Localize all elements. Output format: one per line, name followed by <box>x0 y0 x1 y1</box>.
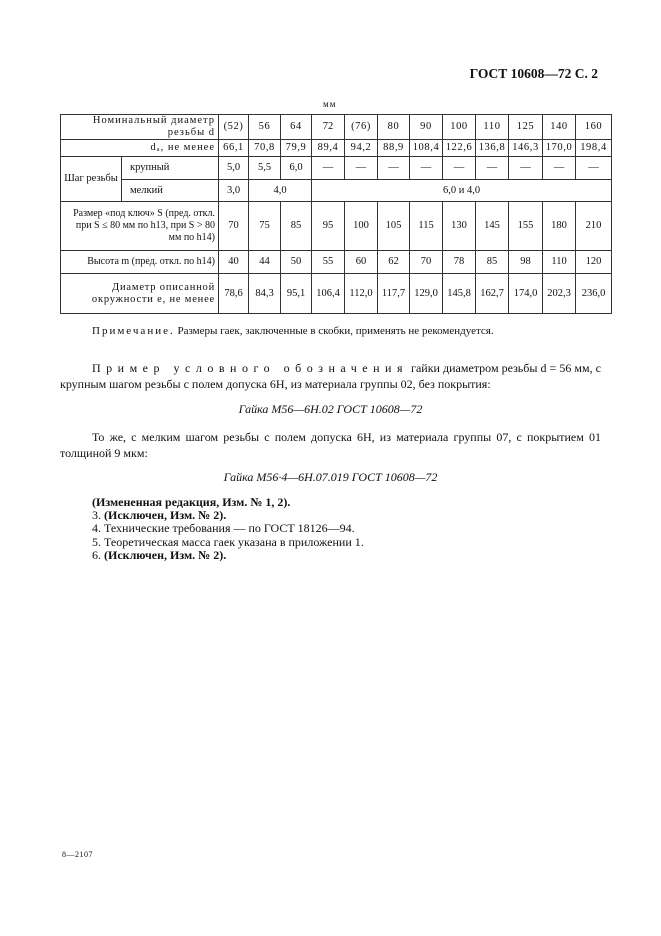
list-item <box>92 549 364 562</box>
table-cell: 3,0 <box>219 180 249 202</box>
row-label-pitch: Шаг резьбы <box>61 157 122 202</box>
table-cell: 145 <box>476 202 509 251</box>
table-cell: 84,3 <box>249 274 281 314</box>
table-cell: 94,2 <box>345 140 378 157</box>
table-cell: 90 <box>410 115 443 140</box>
table-cell: 174,0 <box>509 274 543 314</box>
table-cell: 145,8 <box>443 274 476 314</box>
table-cell: 210 <box>576 202 612 251</box>
table-cell: 146,3 <box>509 140 543 157</box>
table-cell: 5,5 <box>249 157 281 180</box>
table-cell: (52) <box>219 115 249 140</box>
table-cell: 62 <box>378 251 410 274</box>
table-cell: 170,0 <box>543 140 576 157</box>
table-cell: 130 <box>443 202 476 251</box>
list-item-number: 6. <box>92 547 104 562</box>
table-cell: — <box>576 157 612 180</box>
table-cell: 129,0 <box>410 274 443 314</box>
table-cell: 80 <box>378 115 410 140</box>
page-footer-code: 8—2107 <box>62 850 93 859</box>
table-cell: 140 <box>543 115 576 140</box>
unit-label: мм <box>323 99 337 109</box>
table-cell: 120 <box>576 251 612 274</box>
list-item-text: (Исключен, Изм. № 2). <box>104 508 227 523</box>
table-row-coarse-pitch <box>61 157 612 180</box>
table-cell: 44 <box>249 251 281 274</box>
table-cell: 66,1 <box>219 140 249 157</box>
table-cell: 70,8 <box>249 140 281 157</box>
table-cell: 160 <box>576 115 612 140</box>
table-cell: 89,4 <box>312 140 345 157</box>
table-row-da <box>61 140 612 157</box>
example-head: Пример условного обозначения <box>92 361 408 375</box>
list-item-text: (Исключен, Изм. № 2). <box>104 547 227 562</box>
table-cell: 40 <box>219 251 249 274</box>
table-row-diameter <box>61 115 612 140</box>
table-cell: 64 <box>281 115 312 140</box>
list-item: 5. Теоретическая масса гаек указана в приложении 1. <box>92 534 364 549</box>
table-cell: 70 <box>219 202 249 251</box>
row-label-coarse: крупный <box>122 157 219 180</box>
clause-list <box>92 496 364 562</box>
table-cell: 50 <box>281 251 312 274</box>
table-cell: 180 <box>543 202 576 251</box>
table-cell: — <box>410 157 443 180</box>
table-cell: 95,1 <box>281 274 312 314</box>
table-cell: 78,6 <box>219 274 249 314</box>
table-cell: 78 <box>443 251 476 274</box>
table-cell: 95 <box>312 202 345 251</box>
table-row-wrench-size <box>61 202 612 251</box>
list-item-number: 3. <box>92 508 104 523</box>
table-cell: 70 <box>410 251 443 274</box>
table-cell: 108,4 <box>410 140 443 157</box>
table-cell: 72 <box>312 115 345 140</box>
table-cell: 5,0 <box>219 157 249 180</box>
table-cell: 100 <box>345 202 378 251</box>
table-cell: — <box>476 157 509 180</box>
list-item: 4. Технические требования — по ГОСТ 18126—94. <box>92 521 355 536</box>
table-cell: 198,4 <box>576 140 612 157</box>
table-cell: — <box>378 157 410 180</box>
table-cell: — <box>543 157 576 180</box>
table-cell: 162,7 <box>476 274 509 314</box>
note-text: Размеры гаек, заключенные в скобки, применять не рекомендуется. <box>174 325 494 337</box>
table-row-height <box>61 251 612 274</box>
table-cell: 98 <box>509 251 543 274</box>
table-cell: 112,0 <box>345 274 378 314</box>
table-cell: (76) <box>345 115 378 140</box>
table-cell: 55 <box>312 251 345 274</box>
row-label-fine: мелкий <box>122 180 219 202</box>
table-cell: 125 <box>509 115 543 140</box>
table-cell: 117,7 <box>378 274 410 314</box>
row-label-circumscribed-diameter: Диаметр описанной окружности e, не менее <box>61 274 219 314</box>
note-head: Примечание. <box>92 325 175 337</box>
page-header: ГОСТ 10608—72 С. 2 <box>469 66 598 81</box>
table-cell: 4,0 <box>249 180 312 202</box>
example-paragraph <box>60 360 601 392</box>
table-cell: 136,8 <box>476 140 509 157</box>
row-label-height: Высота m (пред. откл. по h14) <box>61 251 219 274</box>
table-cell: 105 <box>378 202 410 251</box>
table-cell: — <box>509 157 543 180</box>
table-cell: 75 <box>249 202 281 251</box>
table-cell: 6,0 и 4,0 <box>312 180 612 202</box>
row-label-da: dₐ, не менее <box>61 140 219 157</box>
table-cell: — <box>443 157 476 180</box>
table-cell: 115 <box>410 202 443 251</box>
table-cell: — <box>345 157 378 180</box>
designation-1: Гайка М56—6Н.02 ГОСТ 10608—72 <box>238 402 423 416</box>
table-cell: 106,4 <box>312 274 345 314</box>
table-note <box>92 325 494 337</box>
row-label-wrench-size: Размер «под ключ» S (пред. откл. при S ≤ 80 мм по h13, при S > 80 мм по h14) <box>61 202 219 251</box>
designation-2: Гайка М56·4—6Н.07.019 ГОСТ 10608—72 <box>223 470 438 484</box>
table-row-fine-pitch <box>61 180 612 202</box>
table-cell: 88,9 <box>378 140 410 157</box>
nut-dimensions-table <box>60 114 612 314</box>
table-cell: 79,9 <box>281 140 312 157</box>
table-cell: 85 <box>281 202 312 251</box>
table-cell: — <box>312 157 345 180</box>
table-cell: 56 <box>249 115 281 140</box>
paragraph-fine-pitch: То же, с мелким шагом резьбы с полем допуска 6Н, из материала группы 07, с покрытием 01 толщиной 9 мкм: <box>60 430 601 460</box>
table-cell: 100 <box>443 115 476 140</box>
table-row-circumscribed-diameter <box>61 274 612 314</box>
table-cell: 202,3 <box>543 274 576 314</box>
table-cell: 122,6 <box>443 140 476 157</box>
table-cell: 236,0 <box>576 274 612 314</box>
example-text: гайки диаметром резьбы d = 56 мм, с крупным шагом резьбы с полем допуска 6Н, из материала группы 02, без покрытия: <box>60 361 601 391</box>
table-cell: 85 <box>476 251 509 274</box>
row-label-diameter: Номинальный диаметр резьбы d <box>61 115 219 140</box>
table-cell: 155 <box>509 202 543 251</box>
table-cell: 6,0 <box>281 157 312 180</box>
table-cell: 110 <box>476 115 509 140</box>
list-item: (Измененная редакция, Изм. № 1, 2). <box>92 495 291 509</box>
table-cell: 60 <box>345 251 378 274</box>
table-cell: 110 <box>543 251 576 274</box>
